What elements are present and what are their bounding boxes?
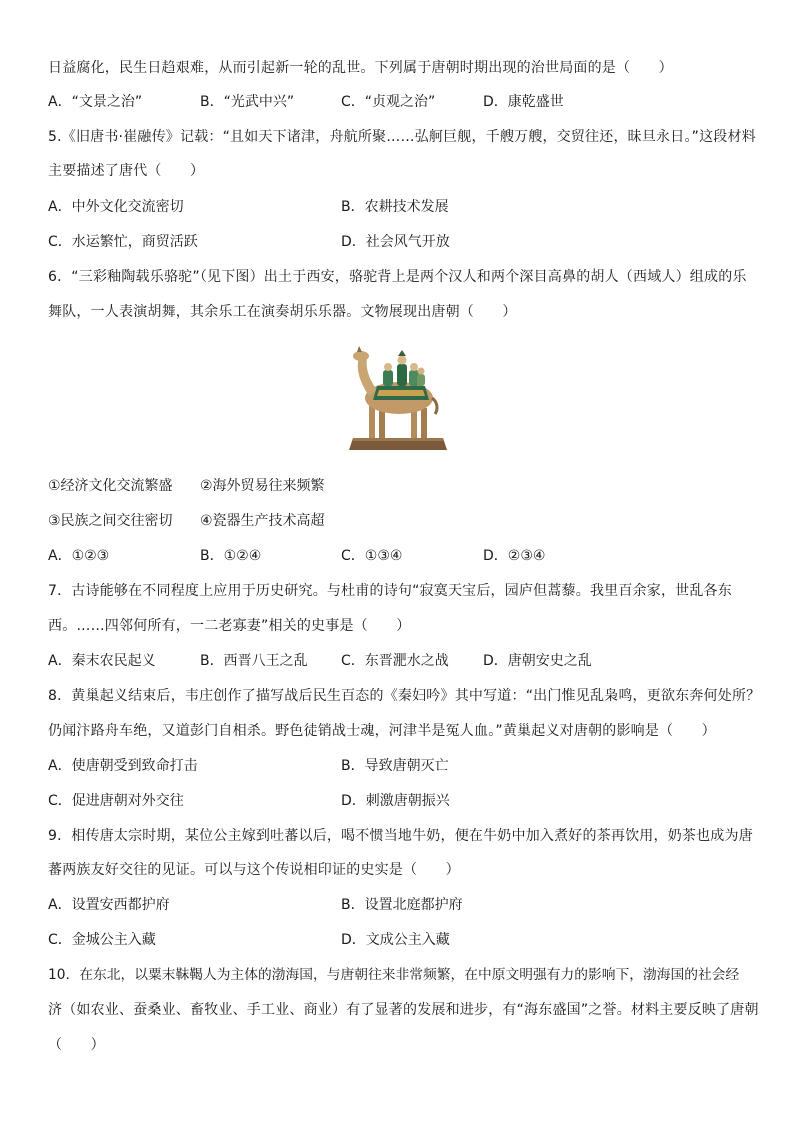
q8-option-b: B．导致唐朝灭亡 bbox=[341, 758, 449, 774]
q7-option-a: A．秦末农民起义 bbox=[48, 653, 156, 669]
q8-stem-line2: 仍闻汴路舟车绝，又道彭门自相杀。野色徒销战士魂，河津半是冤人血。”黄巢起义对唐朝的影响是（ ） bbox=[48, 723, 716, 739]
q9-stem-line2: 蕃两族友好交往的见证。可以与这个传说相印证的史实是（ ） bbox=[48, 862, 460, 878]
camel-image-icon bbox=[343, 340, 453, 460]
q9-stem-line1: 9．相传唐太宗时期，某位公主嫁到吐蕃以后，喝不惯当地牛奶，便在牛奶中加入煮好的茶再饮用，奶茶也成为唐 bbox=[48, 828, 753, 844]
q6-statement-1: ①经济文化交流繁盛 bbox=[48, 478, 173, 494]
q8-stem-line1: 8．黄巢起义结束后，韦庄创作了描写战后民生百态的《秦妇吟》其中写道：“出门惟见乱枭鸣，更欲东奔何处所？ bbox=[48, 688, 761, 704]
q5-stem-line1: 5.《旧唐书·崔融传》记载：“且如天下诸津，舟航所聚……弘舸巨舰，千艘万艘，交贸往还，昧旦永日。”这段材料 bbox=[48, 129, 756, 145]
q5-option-d: D．社会风气开放 bbox=[341, 234, 450, 250]
q10-stem-line3: （ ） bbox=[48, 1037, 105, 1053]
q6-statement-3: ③民族之间交往密切 bbox=[48, 513, 173, 529]
q7-stem-line1: 7．古诗能够在不同程度上应用于历史研究。与杜甫的诗句“寂寞天宝后，园庐但蒿藜。我里百余家，世乱各东 bbox=[48, 583, 732, 599]
q5-option-c: C．水运繁忙，商贸活跃 bbox=[48, 234, 198, 250]
q9-option-a: A．设置安西都护府 bbox=[48, 897, 170, 913]
q6-option-c: C．①③④ bbox=[341, 548, 403, 564]
q8-option-d: D．刺激唐朝振兴 bbox=[341, 793, 450, 809]
q10-stem-line2: 济（如农业、蚕桑业、畜牧业、手工业、商业）有了显著的发展和进步，有“海东盛国”之誉。材料主要反映了唐朝 bbox=[48, 1002, 759, 1018]
q4-option-c: C．“贞观之治” bbox=[341, 94, 436, 110]
q6-statement-2: ②海外贸易往来频繁 bbox=[200, 478, 325, 494]
q8-option-c: C．促进唐朝对外交往 bbox=[48, 793, 184, 809]
q7-option-d: D．唐朝安史之乱 bbox=[483, 653, 592, 669]
q4-option-b: B．“光武中兴” bbox=[200, 94, 295, 110]
q6-option-a: A．①②③ bbox=[48, 548, 110, 564]
q6-stem-line1: 6．“三彩釉陶载乐骆驼”（见下图）出土于西安，骆驼背上是两个汉人和两个深目高鼻的胡人（西域人）组成的乐 bbox=[48, 269, 747, 285]
q7-option-c: C．东晋淝水之战 bbox=[341, 653, 449, 669]
q4-stem: 日益腐化，民生日趋艰难，从而引起新一轮的乱世。下列属于唐朝时期出现的治世局面的是（ ） bbox=[48, 60, 673, 76]
q6-option-d: D．②③④ bbox=[483, 548, 546, 564]
q5-option-b: B．农耕技术发展 bbox=[341, 199, 449, 215]
q6-option-b: B．①②④ bbox=[200, 548, 262, 564]
q9-option-c: C．金城公主入藏 bbox=[48, 932, 156, 948]
q5-stem-line2: 主要描述了唐代（ ） bbox=[48, 163, 205, 179]
q9-option-b: B．设置北庭都护府 bbox=[341, 897, 463, 913]
q7-option-b: B．西晋八王之乱 bbox=[200, 653, 308, 669]
q10-stem-line1: 10．在东北，以粟末靺鞨人为主体的渤海国，与唐朝往来非常频繁，在中原文明强有力的影响下，渤海国的社会经 bbox=[48, 967, 740, 983]
q7-stem-line2: 西。……四邻何所有，一二老寡妻”相关的史事是（ ） bbox=[48, 618, 411, 634]
tang-sancai-camel-figure bbox=[343, 340, 453, 460]
q8-option-a: A．使唐朝受到致命打击 bbox=[48, 758, 198, 774]
q6-statement-4: ④瓷器生产技术高超 bbox=[200, 513, 325, 529]
q4-option-a: A．“文景之治” bbox=[48, 94, 143, 110]
q9-option-d: D．文成公主入藏 bbox=[341, 932, 450, 948]
q4-option-d: D．康乾盛世 bbox=[483, 94, 564, 110]
q5-option-a: A．中外文化交流密切 bbox=[48, 199, 184, 215]
q6-stem-line2: 舞队，一人表演胡舞，其余乐工在演奏胡乐乐器。文物展现出唐朝（ ） bbox=[48, 304, 517, 320]
